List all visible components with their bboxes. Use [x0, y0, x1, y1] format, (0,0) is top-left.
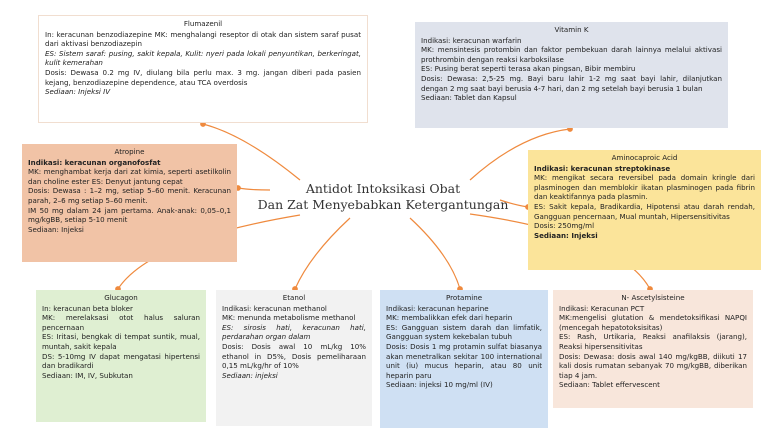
node-line: MK: menghambat kerja dari zat kimia, seperti asetilkolin dan choline ester ES: Denyut jantung cepat [28, 167, 231, 186]
node-line: MK: membalikkan efek dari heparin [386, 313, 513, 323]
node-line: Indikasi: keracunan heparine [386, 303, 489, 313]
node-line: ES: Gangguan sistem darah dan limfatik, Gangguan system kekebalan tubuh [386, 322, 542, 342]
node-line: Dosis: 250mg/ml [534, 221, 595, 231]
node-line: In: keracunan benzodiazepine MK: menghalangi reseptor di otak dan sistem saraf pusat dari aktivasi benzodiazepin [45, 29, 361, 49]
node-title: Atropine [114, 147, 145, 156]
node-line: MK:mengelisi glutation & mendetoksifikasi NAPQI (mencegah hepatotoksisitas) [559, 313, 747, 332]
node-title: Glucagon [104, 293, 138, 302]
node-aminocaproic-acid [528, 150, 761, 270]
node-line: ES: Rash, Urtikaria, Reaksi anafilaksis (jarang), Reaksi hipersensitivitas [559, 332, 747, 351]
node-line: MK: menunda metabolisme methanol [222, 313, 356, 323]
node-line: DS: 5-10mg IV dapat mengatasi hipertensi dan bradikardi [42, 351, 200, 371]
node-line: ES: Sistem saraf: pusing, sakit kepala, Kulit: nyeri pada lokali penyuntikan, berkeringat, kulit kemerahan [45, 48, 361, 68]
central-topic-line2: Dan Zat Menyebabkan Ketergantungan [257, 197, 509, 212]
node-title: Flumazenil [183, 19, 223, 28]
node-line: Sediaan: Tablet dan Kapsul [421, 93, 517, 103]
node-vitamin-k [415, 22, 728, 128]
node-title: Vitamin K [554, 25, 589, 34]
node-line: Sediaan: injeksi [222, 370, 278, 380]
node-line: Indikasi: keracunan methanol [222, 303, 327, 313]
node-line: MK: mengikat secara reversibel pada domain kringle dari plasminogen dan memblokir ikatan plasminogen pada fibrin dan keaktifannya pada plasmin. [534, 173, 755, 202]
node-line: MK: mensintesis protombin dan faktor pembekuan darah lainnya melalui aktivasi prothrombin dengan reaksi karboksilase [421, 45, 722, 64]
node-protamine [380, 290, 548, 428]
node-etanol [216, 290, 372, 426]
connector-protamine [410, 218, 460, 289]
node-line: Dosis: Dewasa 0.2 mg IV, diulang bila perlu max. 3 mg. jangan diberi pada pasien kejang, benzodiazepine dependence, atau TCA overdosis [45, 67, 361, 87]
node-title: N- Ascetylsisteine [621, 293, 685, 302]
node-line: Indikasi: keracunan organofosfat [28, 157, 161, 167]
node-glucagon [36, 290, 206, 422]
central-topic [248, 181, 518, 213]
node-flumazenil [38, 15, 368, 123]
node-line: Indikasi: Keracunan PCT [559, 303, 645, 313]
connector-etanol [295, 218, 350, 289]
node-n-acetylsisteine [553, 290, 753, 408]
node-line: ES: sirosis hati, keracunan hati, perdarahan organ dalam [222, 322, 366, 342]
node-line: Indikasi: keracunan streptokinase [534, 163, 671, 173]
node-line: MK: merelaksasi otot halus saluran pencernaan [42, 313, 200, 332]
node-line: Sediaan: Injeksi IV [45, 87, 111, 97]
node-line: ES: Sakit kepala, Bradikardia, Hipotensi atau darah rendah, Gangguan pencernaan, Mual muntah, Hipersensitivitas [534, 201, 755, 221]
node-atropine [22, 144, 237, 262]
node-line: Dosis: Dewasa : 1–2 mg, setiap 5–60 menit. Keracunan parah, 2–6 mg setiap 5–60 menit. [28, 186, 231, 205]
node-line: IM 50 mg dalam 24 jam pertama. Anak-anak: 0,05–0,1 mg/kgBB, setiap 5-10 menit [28, 205, 231, 225]
node-line: Sediaan: Tablet effervescent [559, 380, 660, 390]
node-line: Indikasi: keracunan warfarin [421, 35, 522, 45]
node-line: Sediaan: Injeksi [534, 230, 598, 240]
node-line: Dosis: Dosis awal 10 mL/kg 10% ethanol in D5%, Dosis pemeliharaan 0,15 mL/kg/hr of 10% [222, 341, 366, 371]
node-title: Protamine [445, 293, 483, 302]
node-line: In: keracunan beta bloker [42, 303, 133, 313]
node-line: Sediaan: Injeksi [28, 224, 84, 234]
node-line: Sediaan: injeksi 10 mg/ml (IV) [386, 380, 493, 390]
node-line: Dosis: Dosis 1 mg protamin sulfat biasanya akan menetralkan sekitar 100 international unit (iu) mucus heparin, atau 80 unit heparin paru [386, 341, 542, 380]
central-topic-line1: Antidot Intoksikasi Obat [305, 181, 461, 196]
node-title: Aminocaproic Acid [611, 153, 678, 162]
node-line: Dosis: Dewasa: 2,5-25 mg. Bayi baru lahir 1-2 mg saat bayi lahir, dilanjutkan dengan 2 mg saat bayi berusia 4-7 hari, dan 2 mg setelah bayi berusia 1 bulan [421, 73, 722, 93]
node-line: Sediaan: IM, IV, Subkutan [42, 370, 133, 380]
node-line: Dosis: Dewasa: dosis awal 140 mg/kgBB, diikuti 17 kali dosis rumatan sebanyak 70 mg/kgBB, diberikan tiap 4 jam. [559, 351, 747, 380]
node-line: ES: Iritasi, bengkak di tempat suntik, mual, muntah, sakit kepala [42, 332, 200, 351]
node-title: Etanol [282, 293, 306, 302]
node-line: ES: Pusing berat seperti terasa akan pingsan, Bibir membiru [421, 64, 636, 74]
